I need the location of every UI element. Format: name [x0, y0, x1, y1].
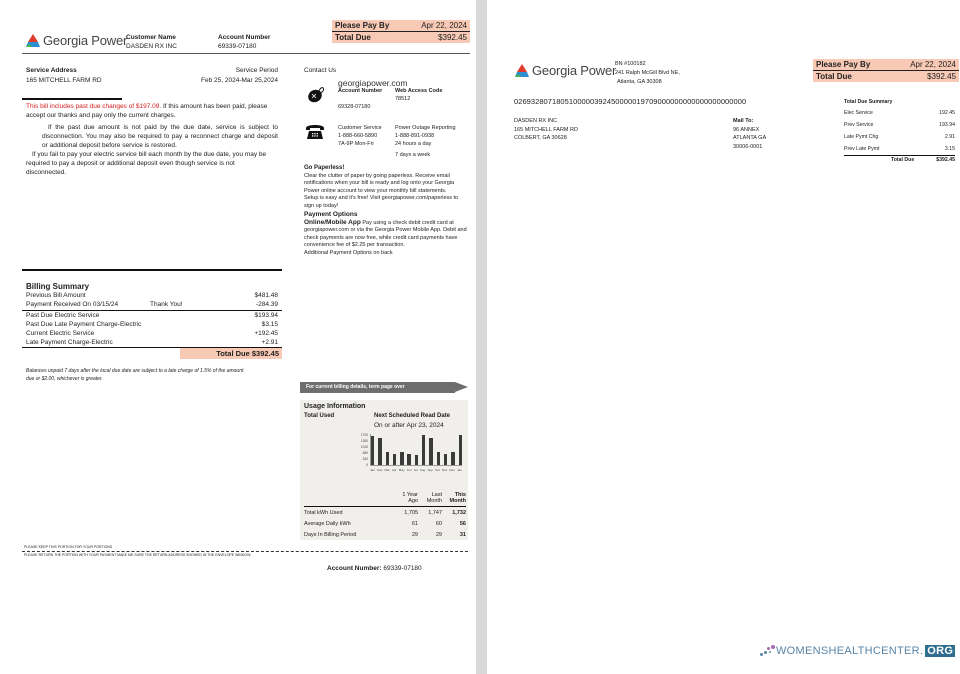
- usage-table-row: Average Daily kWh 61 60 56: [304, 520, 466, 527]
- service-address: 165 MITCHELL FARM RD: [26, 77, 102, 84]
- watermark-logo: WOMENSHEALTHCENTER. ORG: [760, 645, 955, 657]
- telephone-icon: [305, 123, 325, 140]
- chart-x-label: Jan: [457, 468, 462, 472]
- billing-row: Past Due Late Payment Charge-Electric $3.15: [26, 321, 278, 328]
- billing-summary-divider: [22, 269, 282, 271]
- usage-bar-chart: 1700 1360 1020 680 340 0 Jan Feb Mar Apr May Jun Jul Aug Sep Oct Nov Dec Jan: [360, 433, 462, 472]
- late-charge-note: Balances unpaid 7 days after the local due date are subject to a late charge of 1.5% of the amount due or $2.00, whichever is greater.: [26, 368, 244, 382]
- past-due-notice: This bill includes past due changes of $197.09. If this amount has been paid, please accept our thanks and pay only the current charges.: [26, 103, 268, 119]
- usage-title: Usage Information: [304, 403, 366, 410]
- billing-row: Late Payment Charge-Electric +2.91: [26, 339, 278, 346]
- chart-x-label: Oct: [435, 468, 440, 472]
- billing-row: Payment Received On 03/15/24 Thank You! -284.39: [26, 301, 278, 308]
- pay-by-box: [332, 20, 470, 43]
- customer-name: DASDEN RX INC: [126, 43, 177, 50]
- next-read-label: Next Scheduled Read Date: [374, 413, 451, 419]
- turn-page-banner: For current billing details, term page over: [300, 382, 455, 393]
- customer-service-phone[interactable]: 1-888-660-5890: [338, 133, 378, 139]
- watermark-dots-icon: [760, 645, 774, 657]
- service-address-label: Service Address: [26, 67, 77, 74]
- outage-phone[interactable]: 1-888-891-0938: [395, 133, 435, 139]
- summary-row: Late Pymt Chg 2.91: [844, 134, 955, 140]
- billing-summary: [22, 282, 282, 359]
- bill-page-1: [0, 0, 476, 674]
- billing-row: Past Due Electric Service $193.94: [26, 312, 278, 319]
- payment-options-title: Payment Options: [304, 211, 358, 218]
- usage-table-row: Total kWh Used 1,705 1,747 1,732: [304, 509, 466, 516]
- georgia-power-logo: Georgia Power: [515, 63, 616, 78]
- header-divider: [22, 53, 470, 54]
- go-paperless-section: Go Paperless! Clear the clutter of paper by going paperless. Receive email notifications when your bill is ready and log onto your Georgia Power online account to view your monthly bill statements. Setup is easy and it's free! Visit georgiapower.com/paperless to sign up today! Payment Options Online/Mobile App Pay using a check debit credit card at georgiapower.com or via the Georgia Power Mobile App. Debit and check payments are now free, while credit card payments have convenience fee of $2.25 per transaction. Additional Payment Options on back: [304, 165, 469, 257]
- scan-line: 0269328071805100000392450000019709000000000000000000000: [514, 97, 747, 106]
- chart-bar: [393, 454, 396, 465]
- chart-bar: [378, 438, 381, 465]
- customer-name-label: Customer Name: [126, 34, 176, 41]
- chart-x-label: Jun: [406, 468, 412, 472]
- chart-bar: [429, 438, 432, 465]
- account-number-label: Account Number: [218, 34, 271, 41]
- billing-total-due: Total Due $392.45: [180, 348, 282, 359]
- usage-table-row: Days In Billing Period 29 29 31: [304, 531, 466, 538]
- summary-row: Prev Service 193.94: [844, 122, 955, 128]
- billing-row: Previous Bill Amount $481.48: [26, 292, 278, 299]
- usage-information-panel: [300, 400, 468, 540]
- chart-bar: [415, 455, 418, 465]
- chart-bar: [407, 454, 410, 465]
- total-used-label: Total Used: [304, 413, 335, 419]
- notice-divider: [22, 98, 122, 100]
- chart-bar: [437, 452, 440, 465]
- account-number: 69339-07180: [218, 43, 257, 50]
- pay-by-date: Apr 22, 2024: [421, 21, 467, 30]
- outage-reporting-info: Power Outage Reporting 1-888-891-0938 24 hours a day 7 days a week: [395, 125, 456, 158]
- chart-bar: [400, 452, 403, 465]
- mouse-icon: [306, 85, 326, 103]
- return-portion-text: PLEASE RETURN THE PORTION WITH YOUR PAYMENT MAKE ME SURE THE RETURN ADDRESS SHOWED IN THE ENVELOPE WINDOW.: [24, 553, 252, 557]
- chart-x-label: Nov: [441, 468, 448, 472]
- chart-x-label: Aug: [419, 468, 426, 472]
- web-access-code-label: Web Access Code: [395, 88, 443, 94]
- total-due: $392.45: [438, 33, 467, 42]
- contact-account-number-label: Account Number: [338, 88, 383, 94]
- chart-x-label: Feb: [377, 468, 383, 472]
- mail-to-block: Mail To: 96 ANNEX ATLANTA GA 30006-0001: [733, 118, 767, 150]
- go-paperless-title: Go Paperless!: [304, 165, 345, 171]
- summary-total: Total Due $392.45: [844, 155, 955, 164]
- pay-by-label: Please Pay By: [335, 21, 390, 30]
- web-access-code: 78512: [395, 96, 411, 102]
- total-due-label: Total Due: [335, 33, 371, 42]
- chart-x-label: Jul: [413, 468, 418, 472]
- chart-bar: [451, 452, 454, 465]
- tear-line: [22, 551, 468, 552]
- georgia-power-logo: Georgia Power: [26, 33, 127, 48]
- chart-x-label: Mar: [384, 468, 390, 472]
- chart-bar: [444, 454, 447, 465]
- disconnection-notice: If the past due amount is not paid by the due date, service is subject to disconnection. You may also be required to pay a reconnect charge and deposit or additional deposit before service is restored.: [42, 124, 278, 149]
- chart-x-labels: [370, 468, 462, 472]
- chart-bar: [386, 452, 389, 465]
- chart-x-label: Dec: [449, 468, 455, 472]
- summary-row: Prev Late Pymt 3.15: [844, 146, 955, 152]
- chart-x-label: Sep: [427, 468, 433, 472]
- chart-bar: [371, 436, 374, 465]
- footer-account-number: Account Number: 69339-07180: [327, 565, 422, 572]
- chart-bar: [422, 435, 425, 465]
- website-link[interactable]: georgiapower.com: [338, 78, 408, 88]
- bill-page-2: [487, 0, 960, 674]
- georgia-power-logo-icon: [26, 34, 40, 47]
- billing-summary-title: Billing Summary: [26, 282, 90, 291]
- chart-bars: [370, 434, 462, 466]
- keep-portion-text: PLEASE KEEP THIS PORTION FOR YOUR PORTIONS: [24, 545, 113, 549]
- contact-account-number: 69328-07180: [338, 104, 371, 110]
- chart-x-label: Apr: [391, 468, 397, 472]
- georgia-power-logo-icon: [515, 64, 529, 77]
- past-due-amount-text: This bill includes past due changes of $197.09.: [26, 103, 162, 110]
- usage-table-header: 1 Year Ago Last Month This Month: [304, 486, 466, 507]
- remit-address: BN #100182 241 Ralph McGill Blvd NE, Atlanta, GA 30308: [615, 61, 680, 85]
- billing-row: Current Electric Service +192.45: [26, 330, 278, 337]
- contact-us-title: Contact Us: [304, 67, 337, 74]
- chart-x-label: May: [398, 468, 405, 472]
- chart-x-label: Jan: [370, 468, 375, 472]
- deposit-notice: If you fail to pay your electric service bill each month by the due date, you may be required to pay a deposit or additional deposit even though service is not disconnected.: [26, 151, 267, 176]
- service-period: Feb 25, 2024-Mar 25,2024: [201, 77, 278, 84]
- customer-address-block: DASDEN RX INC 165 MITCHELL FARM RD COLBERT, GA 30628: [514, 118, 578, 141]
- usage-table: [304, 486, 466, 540]
- next-read-date: On or after Apr 23, 2024: [374, 422, 444, 429]
- chart-bar: [459, 435, 462, 465]
- service-period-label: Service Period: [235, 67, 278, 74]
- summary-row: Elec Service 192.45: [844, 110, 955, 116]
- pay-by-box: Please Pay By Apr 22, 2024 Total Due $392.45: [813, 59, 959, 82]
- customer-service-info: Customer Service 1-888-660-5890 7A-9P Mon-Fri: [338, 125, 382, 147]
- total-due-summary: Total Due Summary Elec Service 192.45 Prev Service 193.94 Late Pymt Chg 2.91 Prev Late Pymt 3.15 Total Due $392.45: [844, 99, 955, 163]
